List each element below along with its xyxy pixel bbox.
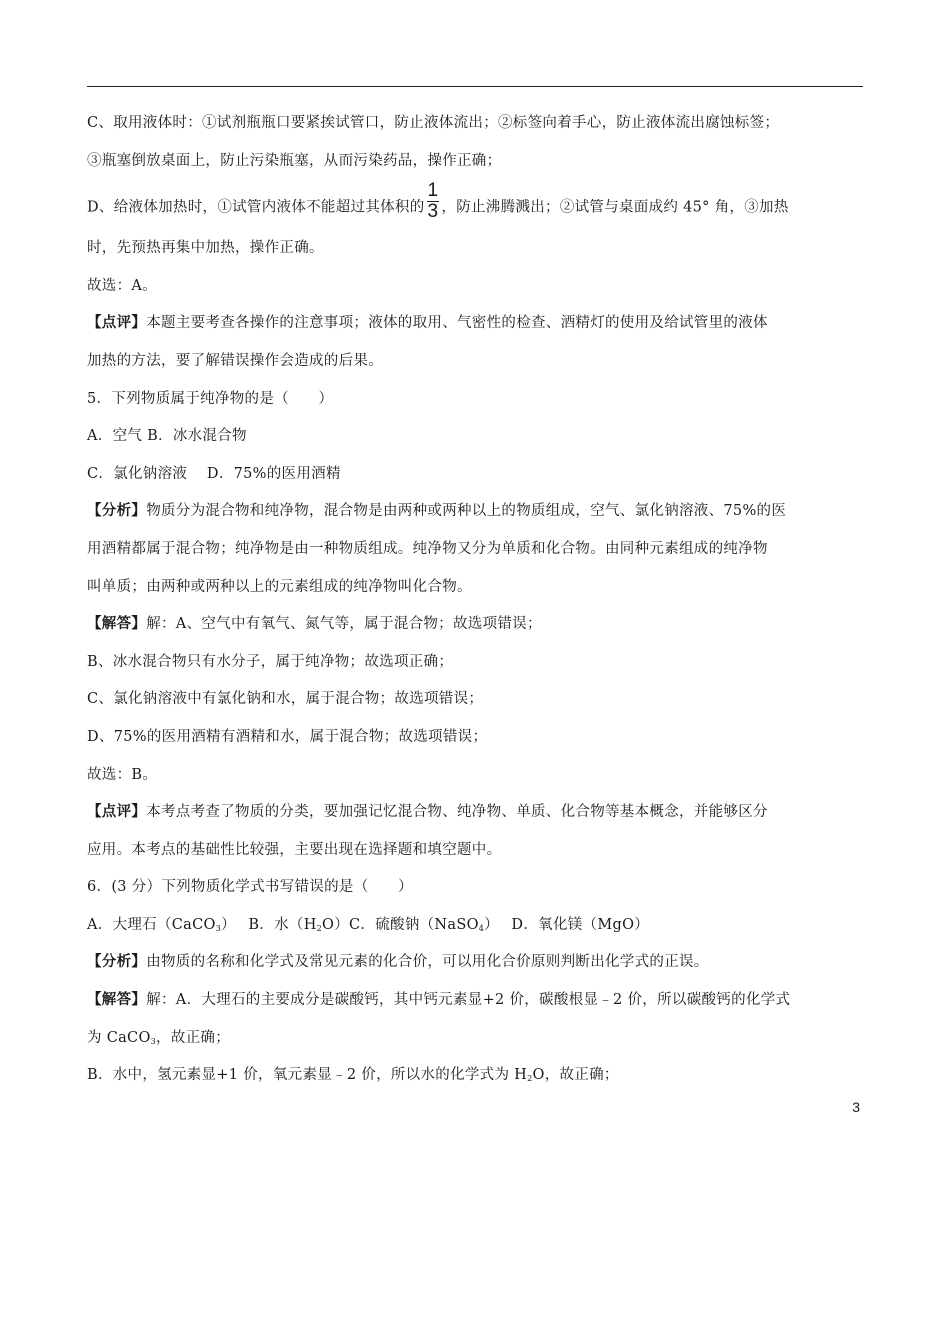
text-line: 时，先预热再集中加热，操作正确。 <box>87 240 324 257</box>
subscript: 2 <box>316 923 323 933</box>
section-label: 【解答】 <box>87 615 147 633</box>
text-line <box>87 312 865 350</box>
options-line <box>87 914 865 952</box>
text-span: O，故正确； <box>532 1067 619 1084</box>
fraction-one-third <box>427 181 440 222</box>
subscript: 4 <box>478 923 485 933</box>
text-line <box>87 989 865 1027</box>
section-label: 【点评】 <box>87 314 147 332</box>
section-label: 【点评】 <box>87 803 147 821</box>
text-line <box>87 613 865 651</box>
text-line <box>87 951 865 989</box>
page-number: 3 <box>852 1099 860 1115</box>
text-line: 叫单质；由两种或两种以上的元素组成的纯净物叫化合物。 <box>87 578 472 595</box>
text-line: C、取用液体时：①试剂瓶瓶口要紧挨试管口，防止液体流出；②标签向着手心，防止液体流出腐蚀标签； <box>87 115 780 131</box>
text-line: D、75%的医用酒精有酒精和水，属于混合物；故选项错误； <box>87 728 488 745</box>
text-line: 应用。本考点的基础性比较强，主要出现在选择题和填空题中。 <box>87 841 502 858</box>
text-line: 加热的方法，要了解错误操作会造成的后果。 <box>87 352 383 369</box>
text-line: 故选：B。 <box>87 766 158 783</box>
text-span: A．大理石（CaCO <box>87 916 216 933</box>
text-span: 解：A、空气中有氧气、氮气等，属于混合物；故选项错误； <box>146 616 542 633</box>
text-line <box>87 801 865 839</box>
options-line: C．氯化钠溶液 D．75%的医用酒精 <box>87 465 341 482</box>
subscript: 2 <box>527 1074 533 1084</box>
text-span: 由物质的名称和化学式及常见元素的化合价，可以用化合价原则判断出化学式的正误。 <box>146 954 709 971</box>
fraction-numerator: 1 <box>427 180 439 202</box>
text-span: 为 CaCO <box>87 1029 151 1046</box>
fraction-denominator: 3 <box>427 201 439 223</box>
text-line <box>87 500 865 538</box>
section-label: 【解答】 <box>87 991 147 1009</box>
text-span: ，故正确； <box>156 1029 231 1046</box>
text-line: B、冰水混合物只有水分子，属于纯净物；故选项正确； <box>87 653 454 670</box>
text-span: 本题主要考查各操作的注意事项；液体的取用、气密性的检查、酒精灯的使用及给试管里的液体 <box>146 315 768 332</box>
subscript: 3 <box>150 1036 157 1046</box>
text-span: ） B．水（H <box>221 916 317 933</box>
text-line: 故选：A。 <box>87 277 157 294</box>
section-label: 【分析】 <box>87 502 147 520</box>
text-line: 用酒精都属于混合物；纯净物是由一种物质组成。纯净物又分为单质和化合物。由同种元素组成的纯净物 <box>87 540 768 557</box>
section-label: 【分析】 <box>87 953 147 971</box>
text-line <box>87 1064 865 1102</box>
document-body <box>87 112 865 1102</box>
text-span: ，防止沸腾溅出；②试管与桌面成约 45° 角，③加热 <box>441 199 789 216</box>
text-line <box>87 1027 865 1065</box>
text-span: ） D．氧化镁（MgO） <box>484 916 650 933</box>
text-span: D、给液体加热时，①试管内液体不能超过其体积的 <box>87 199 425 216</box>
text-span: O）C．硫酸钠（NaSO <box>322 916 479 933</box>
question-5: 5．下列物质属于纯净物的是（ ） <box>87 390 334 407</box>
question-6: 6．(3 分）下列物质化学式书写错误的是（ ） <box>87 879 413 896</box>
text-line <box>87 180 865 237</box>
subscript: 3 <box>215 923 222 933</box>
text-line: C、氯化钠溶液中有氯化钠和水，属于混合物；故选项错误； <box>87 691 484 708</box>
text-span: 解：A．大理石的主要成分是碳酸钙，其中钙元素显+2 价，碳酸根显﹣2 价，所以碳酸钙的化学式 <box>146 992 791 1009</box>
text-span: B．水中，氢元素显+1 价，氧元素显﹣2 价，所以水的化学式为 H <box>87 1067 528 1084</box>
header-rule <box>87 86 863 87</box>
text-span: 本考点考查了物质的分类，要加强记忆混合物、纯净物、单质、化合物等基本概念，并能够区分 <box>146 804 768 821</box>
text-line: ③瓶塞倒放桌面上，防止污染瓶塞，从而污染药品，操作正确； <box>87 152 502 169</box>
options-line: A．空气 B．冰水混合物 <box>87 428 247 445</box>
text-span: 物质分为混合物和纯净物，混合物是由两种或两种以上的物质组成，空气、氯化钠溶液、75%的医 <box>146 503 787 520</box>
